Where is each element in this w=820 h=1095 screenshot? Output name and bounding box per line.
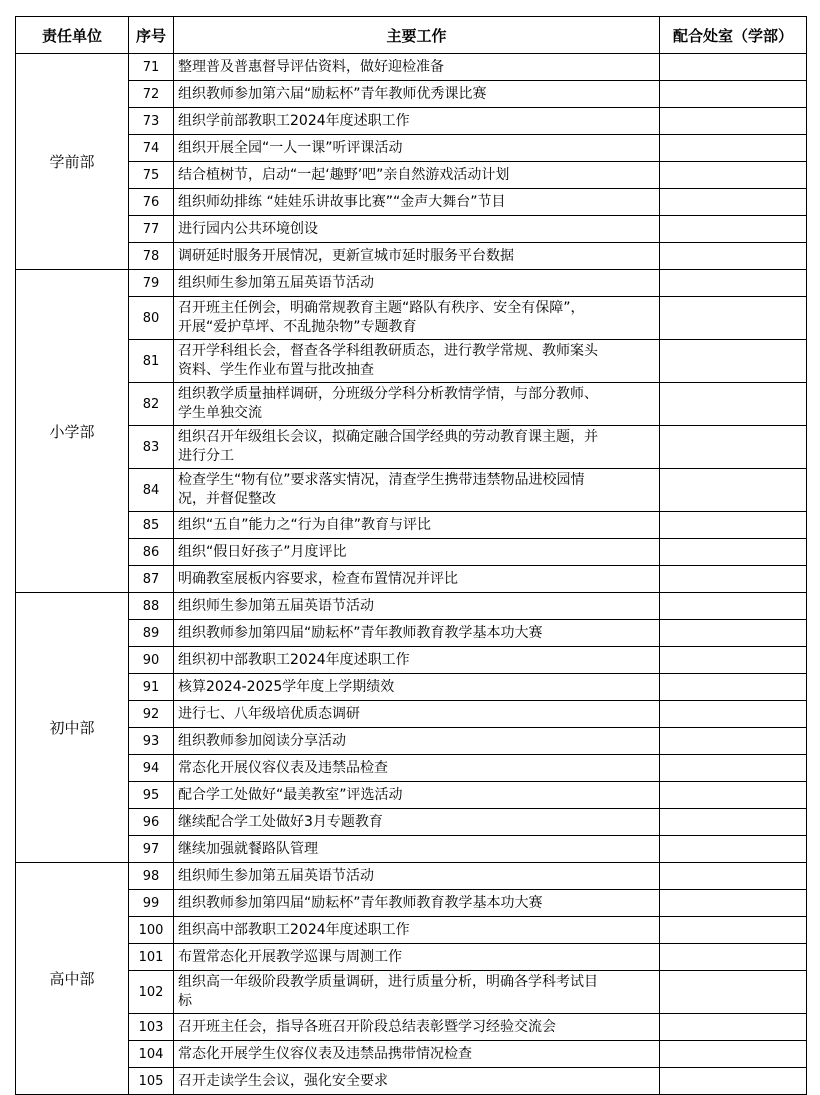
coop-cell (660, 782, 807, 809)
header-unit: 责任单位 (16, 17, 129, 54)
row-number: 75 (129, 162, 174, 189)
work-item: 组织教师参加第四届“励耘杯”青年教师教育教学基本功大赛 (174, 620, 660, 647)
work-item: 召开走读学生会议，强化安全要求 (174, 1068, 660, 1095)
work-item: 配合学工处做好“最美教室”评选活动 (174, 782, 660, 809)
header-num: 序号 (129, 17, 174, 54)
header-work: 主要工作 (174, 17, 660, 54)
row-number: 85 (129, 512, 174, 539)
work-plan-table (15, 16, 807, 1095)
work-item: 组织师幼排练 “娃娃乐讲故事比赛”“金声大舞台”节目 (174, 189, 660, 216)
table-row (16, 809, 807, 836)
table-row (16, 890, 807, 917)
table-row (16, 971, 807, 1014)
coop-cell (660, 539, 807, 566)
coop-cell (660, 135, 807, 162)
row-number: 103 (129, 1014, 174, 1041)
table-row (16, 917, 807, 944)
coop-cell (660, 593, 807, 620)
coop-cell (660, 728, 807, 755)
row-number: 91 (129, 674, 174, 701)
coop-cell (660, 189, 807, 216)
work-item: 组织初中部教职工2024年度述职工作 (174, 647, 660, 674)
work-item: 组织“五自”能力之“行为自律”教育与评比 (174, 512, 660, 539)
work-item: 进行园内公共环境创设 (174, 216, 660, 243)
table-row (16, 270, 807, 297)
coop-cell (660, 863, 807, 890)
coop-cell (660, 566, 807, 593)
row-number: 97 (129, 836, 174, 863)
work-item: 组织师生参加第五届英语节活动 (174, 593, 660, 620)
row-number: 100 (129, 917, 174, 944)
row-number: 74 (129, 135, 174, 162)
coop-cell (660, 340, 807, 383)
coop-cell (660, 836, 807, 863)
coop-cell (660, 944, 807, 971)
row-number: 72 (129, 81, 174, 108)
table-row (16, 108, 807, 135)
row-number: 81 (129, 340, 174, 383)
work-item: 组织“假日好孩子”月度评比 (174, 539, 660, 566)
row-number: 78 (129, 243, 174, 270)
coop-cell (660, 1014, 807, 1041)
row-number: 80 (129, 297, 174, 340)
row-number: 104 (129, 1041, 174, 1068)
row-number: 93 (129, 728, 174, 755)
coop-cell (660, 216, 807, 243)
table-row (16, 340, 807, 383)
coop-cell (660, 674, 807, 701)
work-item: 核算2024-2025学年度上学期绩效 (174, 674, 660, 701)
coop-cell (660, 81, 807, 108)
header-coop: 配合处室（学部） (660, 17, 807, 54)
table-row (16, 243, 807, 270)
work-item: 召开学科组长会，督查各学科组教研质态，进行教学常规、教师案头 资料、学生作业布置与批改抽查 (174, 340, 660, 383)
row-number: 95 (129, 782, 174, 809)
work-item: 组织教学质量抽样调研，分班级分学科分析教情学情，与部分教师、 学生单独交流 (174, 383, 660, 426)
table-row (16, 782, 807, 809)
work-item: 调研延时服务开展情况，更新宣城市延时服务平台数据 (174, 243, 660, 270)
row-number: 83 (129, 426, 174, 469)
coop-cell (660, 755, 807, 782)
row-number: 77 (129, 216, 174, 243)
work-item: 组织开展全园“一人一课”听评课活动 (174, 135, 660, 162)
table-row (16, 469, 807, 512)
row-number: 98 (129, 863, 174, 890)
row-number: 94 (129, 755, 174, 782)
row-number: 99 (129, 890, 174, 917)
row-number: 84 (129, 469, 174, 512)
work-item: 结合植树节，启动“一起‘趣野’吧”亲自然游戏活动计划 (174, 162, 660, 189)
row-number: 96 (129, 809, 174, 836)
unit-cell: 小学部 (16, 270, 129, 593)
coop-cell (660, 701, 807, 728)
table-row (16, 297, 807, 340)
coop-cell (660, 809, 807, 836)
row-number: 89 (129, 620, 174, 647)
coop-cell (660, 1068, 807, 1095)
coop-cell (660, 620, 807, 647)
table-row (16, 566, 807, 593)
work-item: 组织师生参加第五届英语节活动 (174, 863, 660, 890)
coop-cell (660, 54, 807, 81)
table-row (16, 81, 807, 108)
coop-cell (660, 108, 807, 135)
table-row (16, 863, 807, 890)
work-item: 组织教师参加第四届“励耘杯”青年教师教育教学基本功大赛 (174, 890, 660, 917)
coop-cell (660, 512, 807, 539)
table-row (16, 1041, 807, 1068)
row-number: 76 (129, 189, 174, 216)
row-number: 102 (129, 971, 174, 1014)
work-item: 继续配合学工处做好3月专题教育 (174, 809, 660, 836)
table-row (16, 728, 807, 755)
table-row (16, 54, 807, 81)
coop-cell (660, 890, 807, 917)
row-number: 92 (129, 701, 174, 728)
table-row (16, 593, 807, 620)
row-number: 90 (129, 647, 174, 674)
coop-cell (660, 971, 807, 1014)
coop-cell (660, 270, 807, 297)
row-number: 87 (129, 566, 174, 593)
work-item: 布置常态化开展教学巡课与周测工作 (174, 944, 660, 971)
work-item: 继续加强就餐路队管理 (174, 836, 660, 863)
table-row (16, 647, 807, 674)
work-item: 组织高中部教职工2024年度述职工作 (174, 917, 660, 944)
unit-cell: 学前部 (16, 54, 129, 270)
coop-cell (660, 647, 807, 674)
table-row (16, 1014, 807, 1041)
coop-cell (660, 243, 807, 270)
row-number: 82 (129, 383, 174, 426)
table-row (16, 539, 807, 566)
table-row (16, 162, 807, 189)
table-row (16, 944, 807, 971)
work-item: 召开班主任例会，明确常规教育主题“路队有秩序、安全有保障”， 开展“爱护草坪、不乱抛杂物”专题教育 (174, 297, 660, 340)
table-row (16, 701, 807, 728)
work-item: 常态化开展仪容仪表及违禁品检查 (174, 755, 660, 782)
work-item: 进行七、八年级培优质态调研 (174, 701, 660, 728)
table-row (16, 383, 807, 426)
work-item: 检查学生“物有位”要求落实情况，清查学生携带违禁物品进校园情 况，并督促整改 (174, 469, 660, 512)
work-item: 组织教师参加阅读分享活动 (174, 728, 660, 755)
header-row (16, 17, 807, 54)
coop-cell (660, 426, 807, 469)
coop-cell (660, 917, 807, 944)
table-row (16, 836, 807, 863)
unit-cell: 高中部 (16, 863, 129, 1095)
coop-cell (660, 469, 807, 512)
coop-cell (660, 1041, 807, 1068)
work-item: 组织师生参加第五届英语节活动 (174, 270, 660, 297)
work-item: 组织教师参加第六届“励耘杯”青年教师优秀课比赛 (174, 81, 660, 108)
table-row (16, 755, 807, 782)
coop-cell (660, 383, 807, 426)
table-row (16, 216, 807, 243)
row-number: 71 (129, 54, 174, 81)
work-item: 明确教室展板内容要求，检查布置情况并评比 (174, 566, 660, 593)
table-row (16, 189, 807, 216)
work-item: 常态化开展学生仪容仪表及违禁品携带情况检查 (174, 1041, 660, 1068)
row-number: 86 (129, 539, 174, 566)
work-item: 整理普及普惠督导评估资料，做好迎检准备 (174, 54, 660, 81)
row-number: 88 (129, 593, 174, 620)
row-number: 79 (129, 270, 174, 297)
table-row (16, 620, 807, 647)
table-row (16, 135, 807, 162)
row-number: 105 (129, 1068, 174, 1095)
row-number: 101 (129, 944, 174, 971)
row-number: 73 (129, 108, 174, 135)
table-row (16, 674, 807, 701)
work-item: 召开班主任会，指导各班召开阶段总结表彰暨学习经验交流会 (174, 1014, 660, 1041)
coop-cell (660, 162, 807, 189)
table-row (16, 426, 807, 469)
table-row (16, 512, 807, 539)
coop-cell (660, 297, 807, 340)
table-body (16, 54, 807, 1095)
work-item: 组织召开年级组长会议，拟确定融合国学经典的劳动教育课主题，并 进行分工 (174, 426, 660, 469)
work-item: 组织高一年级阶段教学质量调研，进行质量分析，明确各学科考试目 标 (174, 971, 660, 1014)
work-item: 组织学前部教职工2024年度述职工作 (174, 108, 660, 135)
unit-cell: 初中部 (16, 593, 129, 863)
table-row (16, 1068, 807, 1095)
